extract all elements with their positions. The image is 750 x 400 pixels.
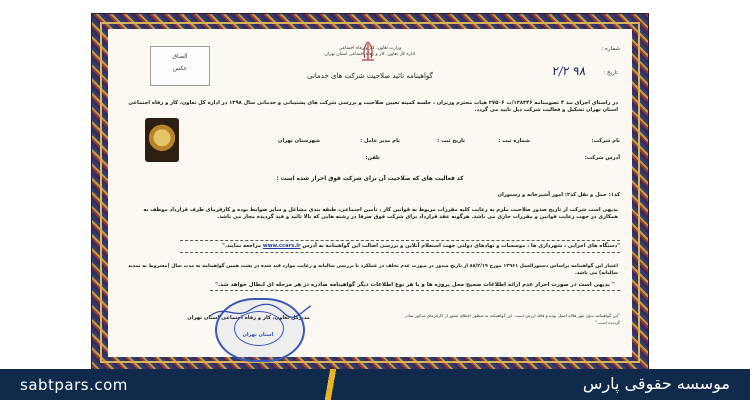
date-label: تاریخ :: [603, 70, 618, 76]
site-url[interactable]: sabtpars.com: [20, 376, 128, 394]
validity-paragraph: بدیهی است شرکت از تاریخ صدور صلاحیت ملزم به رعایت کلیه مقررات مربوط به قوانین کار ، تامین اجتماعی، طبقه بندی مشاغل و سایر ضوابط بوده و کارفرمای طرف قرارداد موظف به همکاری در جهت رعایت قوانین و مقررات جاری می باشد. هرگونه عقد قرارداد برای شرکت فوق صرفا در رشته هایی که بالا تائید و قید گردیده مجاز می باشد.: [143, 207, 618, 220]
banner-accent-stripe: [300, 369, 370, 400]
number-label: شماره :: [601, 46, 620, 52]
manager-label: نام مدیر عامل :: [360, 138, 400, 144]
photo-label-line2: عکس: [172, 65, 188, 72]
activities-title: کد فعالیت های که صلاحیت آن برای شرکت فوق احراز شده است :: [276, 176, 464, 182]
registration-number-label: شماره ثبت :: [498, 138, 530, 144]
final-note: " بدیهی است در صورت احراز عدم ارائه اطلاعات صحیح محل پروژه ها و یا هر نوع اطلاعات دیگر گواهینامه صادره در هر مرحله ای ابطال خواهد شد.": [215, 282, 615, 288]
footer-note: "این گواهینامه بدون مهر هلاله اصیل بوده و فاقد ارزش است. این گواهینامه به منظور اعطای مجوز از کارفرمای مذکور صادر گردیده است.": [404, 313, 620, 325]
intro-paragraph: در راستای اجرای بند ۴ تصویبنامه ۱۳۸۳۴۶/ت ۲۷۵۰۶ هیات محترم وزیران ، جلسه کمیته تعیین صلاحیت و بررسی شرکت های پشتیبانی و خدماتی سال ۱۳۹۸ در اداره کل تعاون، کار و رفاه اجتماعی استان تهران تشکیل و فعالیت شرکت ذیل تایید می گردد.: [128, 100, 618, 113]
activities-list: کد۱: حمل و نقل کد۲: امور آشپزخانه و رستوران: [497, 192, 620, 198]
registration-date-label: تاریخ ثبت :: [437, 138, 465, 144]
divider-line: [210, 290, 620, 291]
signature-scribble-icon: [205, 302, 315, 322]
ministry-line: وزارت تعاون، کار و رفاه اجتماعی: [338, 46, 402, 51]
address-label: آدرس شرکت:: [584, 155, 620, 161]
divider-line: [180, 240, 620, 241]
date-value: ۲/۲ ۹۸: [551, 64, 587, 78]
ccars-link[interactable]: www.ccars.ir: [262, 243, 301, 249]
photo-label-line1: الصاق: [172, 53, 188, 60]
exec-prefix: "دستگاه های اجرایی ، شهرداری ها ، موسسات و نهادهای دولتی جهت استعلام آنلاین و بررسی اصالت این گواهینامه به آدرس: [302, 243, 620, 249]
stamp-text: استان تهران: [242, 332, 274, 338]
signature-label: مدیرکل تعاون، کار و رفاه اجتماعی استان تهران: [187, 315, 310, 321]
brand-name: موسسه حقوقی پارس: [582, 374, 730, 393]
ministry-header: [300, 46, 440, 58]
city-value: شهرستان تهران: [278, 138, 320, 144]
phone-label: تلفن:: [365, 155, 380, 161]
exec-inquiry-line: [180, 243, 620, 250]
divider-line: [180, 252, 620, 253]
photo-placeholder-box: [150, 46, 210, 86]
document-title: گواهینامه تائید صلاحیت شرکت های خدماتی: [307, 72, 433, 80]
validity-note: اعتبار این گواهینامه براساس دستورالعمل ۱۲۹۶۱ مورخ ۸۸/۲/۱۹ از تاریخ صدور در صورت عدم تخلف در عملکرد با بررسی سالیانه و رعایت موارد قید شده در پشت همین گواهینامه به مدت سال (مشروط به تمدید سالیانه) می باشد.: [128, 264, 618, 276]
exec-suffix: مراجعه نمایند.": [222, 243, 262, 249]
company-name-label: نام شرکت:: [591, 138, 620, 144]
ministry-line: اداره کل تعاون، کار و رفاه اجتماعی استان تهران: [324, 52, 416, 57]
gold-seal-sticker: [145, 118, 179, 162]
